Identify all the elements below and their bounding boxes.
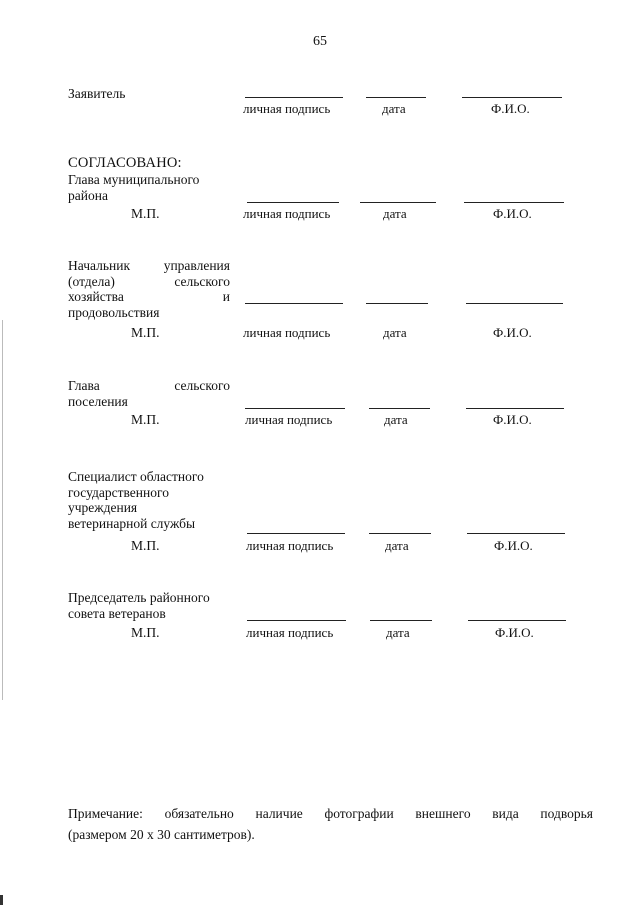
signature-caption: личная подпись [243, 206, 331, 221]
name-caption: Ф.И.О. [493, 206, 532, 221]
name-line [464, 202, 564, 203]
signature-line [247, 533, 345, 534]
stamp-label: М.П. [131, 412, 160, 427]
date-caption: дата [386, 625, 410, 640]
name-line [466, 303, 563, 304]
signature-caption: личная подпись [243, 101, 331, 116]
role-label [68, 172, 230, 203]
role-line: Начальник управления [68, 258, 230, 273]
applicant-label: Заявитель [68, 86, 126, 101]
signature-line [245, 303, 343, 304]
name-line [467, 533, 565, 534]
name-caption: Ф.И.О. [494, 538, 533, 553]
stamp-label: М.П. [131, 206, 160, 221]
footnote [68, 803, 593, 845]
role-line: учреждения [68, 500, 138, 515]
stamp-label: М.П. [131, 325, 160, 340]
signature-caption: личная подпись [243, 325, 331, 340]
role-label [68, 258, 230, 320]
date-caption: дата [384, 412, 408, 427]
role-line: (отдела) сельского [68, 273, 230, 289]
role-line: государственного [68, 484, 169, 500]
role-label [68, 590, 230, 621]
signature-line [245, 408, 345, 409]
date-caption: дата [385, 538, 409, 553]
stamp-label: М.П. [131, 625, 160, 640]
name-caption: Ф.И.О. [495, 625, 534, 640]
role-line: Специалист областного [68, 469, 204, 484]
signature-caption: личная подпись [245, 412, 333, 427]
role-line: района [68, 187, 108, 203]
signature-line [247, 202, 339, 203]
date-line [366, 97, 426, 98]
signature-caption: личная подпись [246, 538, 334, 553]
name-caption: Ф.И.О. [491, 101, 530, 116]
role-line: ветеринарной службы [68, 515, 196, 531]
footnote-line: (размером 20 х 30 сантиметров). [68, 827, 255, 842]
stamp-label: М.П. [131, 538, 160, 553]
role-line: Глава сельского [68, 378, 230, 393]
page-number: 65 [313, 34, 327, 49]
footnote-line: Примечание: обязательно наличие фотографии внешнего вида подворья [68, 806, 593, 821]
scan-edge-mark [2, 320, 3, 700]
role-line: хозяйства и [68, 289, 230, 304]
date-caption: дата [382, 101, 406, 116]
date-caption: дата [383, 206, 407, 221]
role-line: продовольствия [68, 304, 160, 320]
role-line: поселения [68, 393, 128, 409]
date-caption: дата [383, 325, 407, 340]
date-line [369, 408, 430, 409]
role-line: Глава муниципального [68, 172, 200, 187]
scan-corner-mark [0, 895, 3, 905]
name-line [468, 620, 566, 621]
name-caption: Ф.И.О. [493, 325, 532, 340]
agreed-heading: СОГЛАСОВАНО: [68, 155, 182, 171]
signature-caption: личная подпись [246, 625, 334, 640]
name-line [466, 408, 564, 409]
date-line [360, 202, 436, 203]
name-line [462, 97, 562, 98]
role-line: Председатель районного [68, 590, 210, 605]
date-line [370, 620, 432, 621]
date-line [366, 303, 428, 304]
name-caption: Ф.И.О. [493, 412, 532, 427]
date-line [369, 533, 431, 534]
role-line: совета ветеранов [68, 605, 166, 621]
role-label [68, 469, 230, 531]
signature-line [247, 620, 346, 621]
role-label [68, 378, 230, 409]
signature-line [245, 97, 343, 98]
